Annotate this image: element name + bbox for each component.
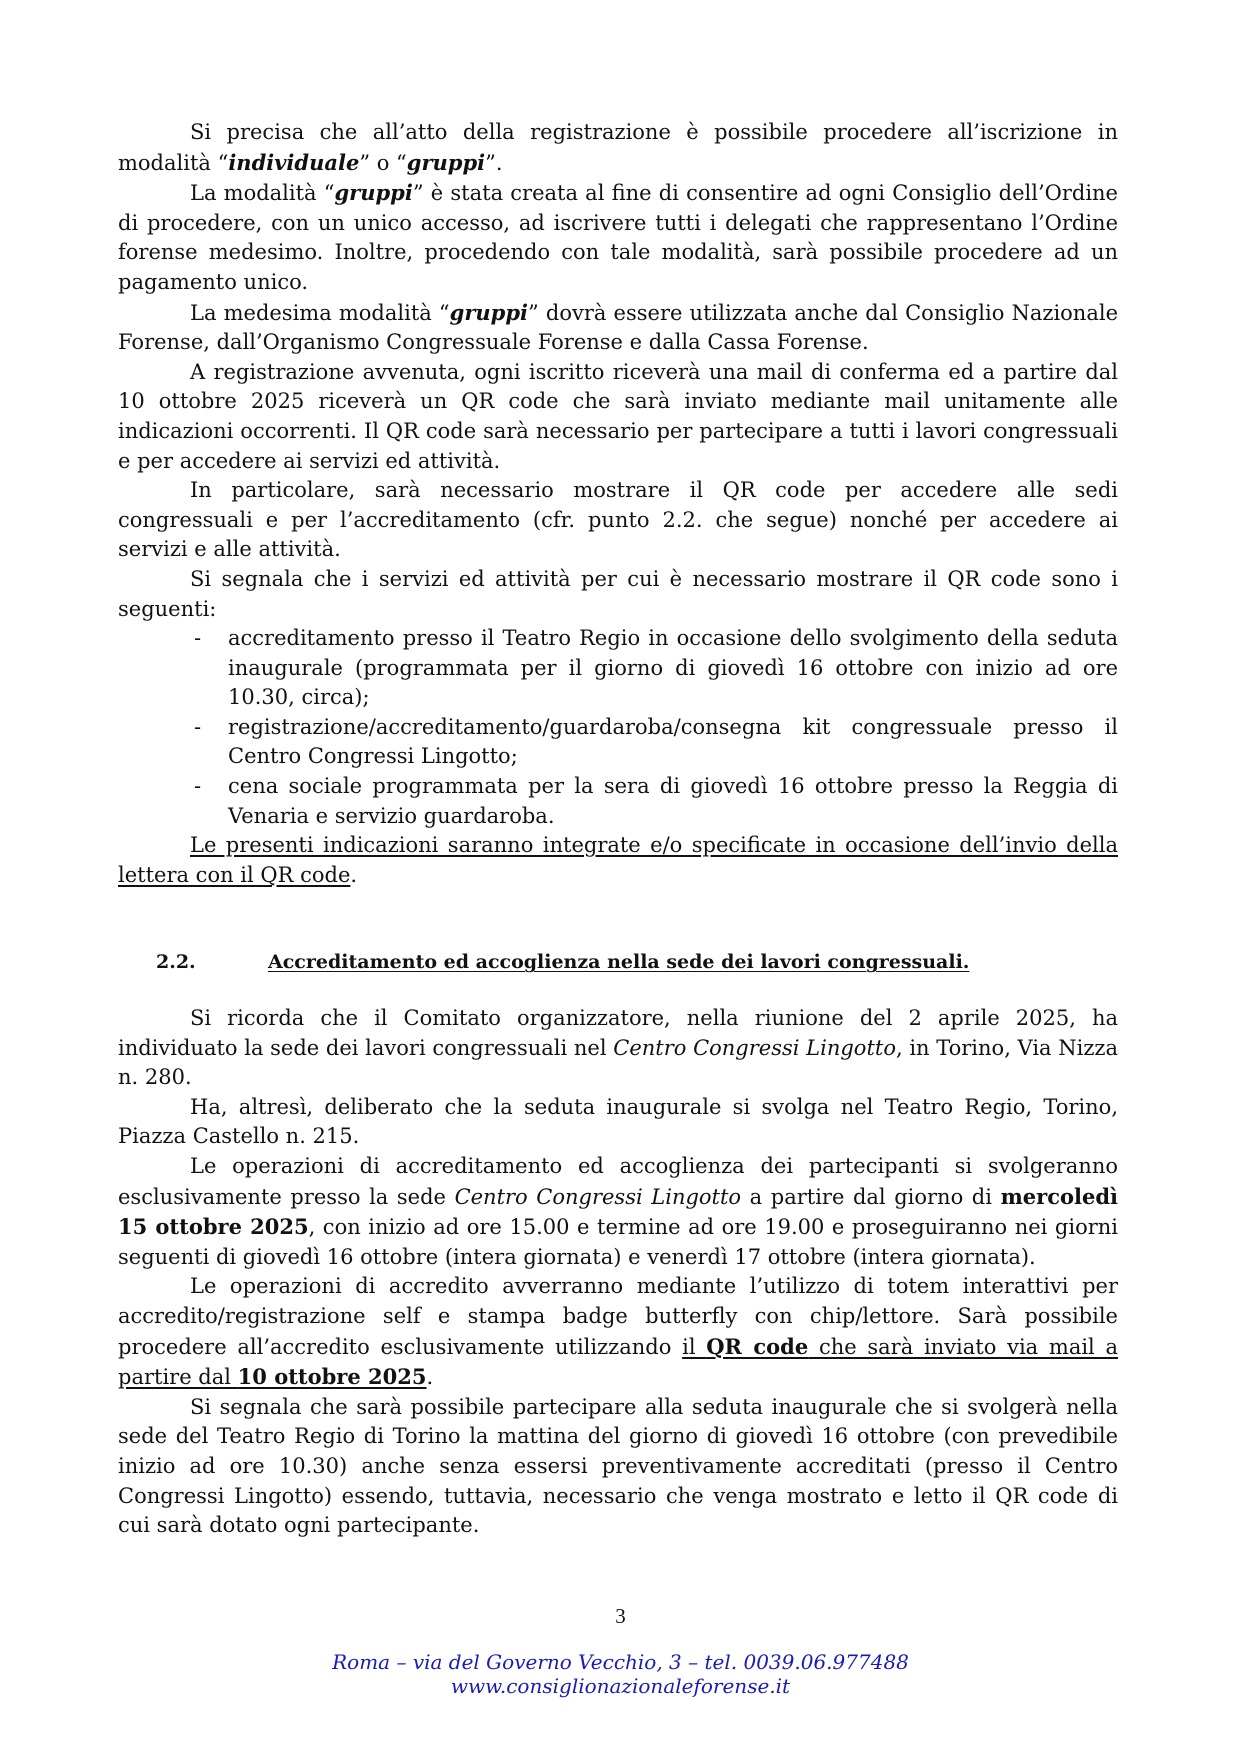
paragraph-inaugural-access: Si segnala che sarà possibile partecipare alla seduta inaugurale che si svolgerà nella sede del Teatro Regio di Torino la mattina del giorno di giovedì 16 ottobre (con prevedibile inizio ad ore 10.30) anche senza essersi preventivamente accreditati (presso il Centro Congressi Lingotto) essendo, tuttavia, necessario che venga mostrato e letto il QR code di cui sarà dotato ogni partecipante. xyxy=(118,1394,1118,1538)
services-list xyxy=(118,624,1118,831)
paragraph-inaugural-venue: Ha, altresì, deliberato che la seduta inaugurale si svolga nel Teatro Regio, Torino, Piazza Castello n. 215. xyxy=(118,1094,1118,1149)
paragraph-accreditation-method: Le operazioni di accredito avverranno mediante l’utilizzo di totem interattivi per accredito/registrazione self e stampa badge butterfly con chip/lettore. Sarà possibile procedere all’accredito esclusivamente utilizzando il QR code che sarà inviato via mail a partire dal 10 ottobre 2025. xyxy=(118,1274,1119,1390)
section-heading xyxy=(118,948,1118,978)
paragraph-note: Le presenti indicazioni saranno integrate e/o specificate in occasione dell’invio della lettera con il QR code. xyxy=(118,833,1118,887)
paragraph-registration-mode: Si precisa che all’atto della registrazione è possibile procedere all’iscrizione in modalità “individuale” o “gruppi”. xyxy=(118,120,1118,175)
list-item: - registrazione/accreditamento/guardaroba/consegna kit congressuale presso il Centro Congressi Lingotto; xyxy=(194,714,1118,769)
page-number: 3 xyxy=(615,1604,626,1628)
list-item: - cena sociale programmata per la sera di giovedì 16 ottobre presso la Reggia di Venaria e servizio guardaroba. xyxy=(194,774,1118,828)
paragraph-confirmation: A registrazione avvenuta, ogni iscritto riceverà una mail di conferma ed a partire dal 10 ottobre 2025 riceverà un QR code che sarà inviato mediante mail unitamente alle indicazioni occorrenti. Il QR code sarà necessario per partecipare a tutti i lavori congressuali e per accedere ai servizi ed attività. xyxy=(118,359,1118,473)
footer-address: Roma – via del Governo Vecchio, 3 – tel. 0039.06.977488 xyxy=(332,1650,909,1674)
footer xyxy=(0,1650,1241,1698)
list-item: - accreditamento presso il Teatro Regio in occasione dello svolgimento della seduta inaugurale (programmata per il giorno di giovedì 16 ottobre con inizio ad ore 10.30, circa); xyxy=(194,626,1118,710)
paragraph-services-intro: Si segnala che i servizi ed attività per cui è necessario mostrare il QR code sono i seguenti: xyxy=(118,566,1118,621)
document-body xyxy=(118,118,1118,1541)
paragraph-qr-usage: In particolare, sarà necessario mostrare il QR code per accedere alle sedi congressuali e per l’accreditamento (cfr. punto 2.2. che segue) nonché per accedere ai servizi e alle attività. xyxy=(118,478,1118,562)
paragraph-accreditation-schedule: Le operazioni di accreditamento ed accoglienza dei partecipanti si svolgeranno esclusivamente presso la sede Centro Congressi Lingotto a partire dal giorno di mercoledì 15 ottobre 2025, con inizio ad ore 15.00 e termine ad ore 19.00 e proseguiranno nei giorni seguenti di giovedì 16 ottobre (intera giornata) e venerdì 17 ottobre (intera giornata). xyxy=(118,1154,1119,1269)
section-title: Accreditamento ed accoglienza nella sede dei lavori congressuali. xyxy=(268,951,970,974)
paragraph-groups-usage: La medesima modalità “gruppi” dovrà essere utilizzata anche dal Consiglio Nazionale Forense, dall’Organismo Congressuale Forense e dalla Cassa Forense. xyxy=(118,299,1118,355)
section-number: 2.2. xyxy=(156,951,196,974)
paragraph-venue: Si ricorda che il Comitato organizzatore, nella riunione del 2 aprile 2025, ha individuato la sede dei lavori congressuali nel Centro Congressi Lingotto, in Torino, Via Nizza n. 280. xyxy=(118,1006,1118,1090)
paragraph-groups-mode: La modalità “gruppi” è stata creata al fine di consentire ad ogni Consiglio dell’Ordine di procedere, con un unico accesso, ad iscrivere tutti i delegati che rappresentano l’Ordine forense medesimo. Inoltre, procedendo con tale modalità, sarà possibile procedere ad un pagamento unico. xyxy=(118,180,1118,294)
footer-website-link[interactable]: www.consiglionazionaleforense.it xyxy=(450,1674,791,1698)
